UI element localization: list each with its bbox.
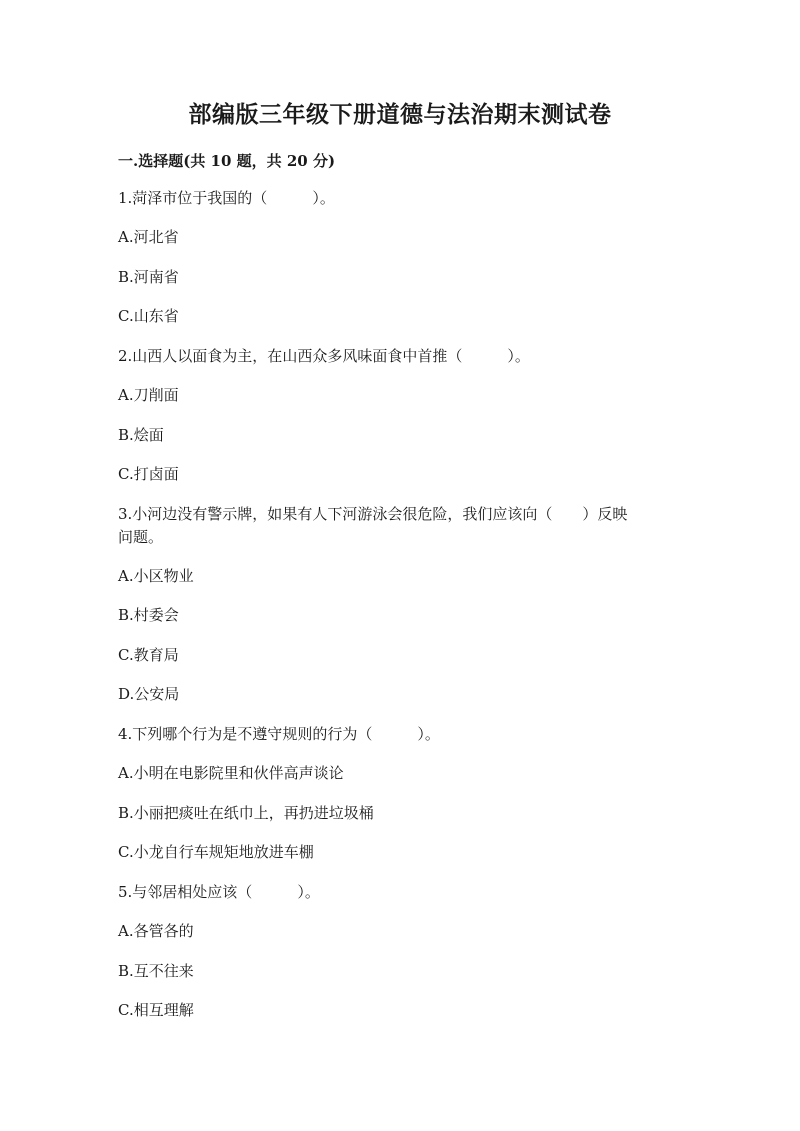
question-5-option-c[interactable]: C.相互理解 — [118, 1001, 194, 1019]
question-5-option-b[interactable]: B.互不往来 — [118, 962, 194, 980]
question-3-stem-line-1: 3.小河边没有警示牌，如果有人下河游泳会很危险，我们应该向（ ）反映 — [118, 505, 628, 523]
question-4-option-a[interactable]: A.小明在电影院里和伙伴高声谈论 — [118, 764, 344, 782]
question-3-stem-line-2: 问题。 — [118, 528, 164, 546]
question-2-stem: 2.山西人以面食为主，在山西众多风味面食中首推（ ）。 — [118, 347, 530, 365]
question-1-option-c[interactable]: C.山东省 — [118, 307, 179, 325]
question-2-option-b[interactable]: B.烩面 — [118, 426, 164, 444]
question-4-stem: 4.下列哪个行为是不遵守规则的行为（ ）。 — [118, 725, 440, 743]
question-4-option-c[interactable]: C.小龙自行车规矩地放进车棚 — [118, 843, 314, 861]
question-1-option-b[interactable]: B.河南省 — [118, 268, 179, 286]
question-5-option-a[interactable]: A.各管各的 — [118, 922, 194, 940]
question-3-option-a[interactable]: A.小区物业 — [118, 567, 194, 585]
question-2-option-c[interactable]: C.打卤面 — [118, 465, 179, 483]
question-5-stem: 5.与邻居相处应该（ ）。 — [118, 883, 320, 901]
page-title: 部编版三年级下册道德与法治期末测试卷 — [188, 101, 612, 128]
question-1-stem: 1.菏泽市位于我国的（ ）。 — [118, 189, 335, 207]
question-2-option-a[interactable]: A.刀削面 — [118, 386, 179, 404]
question-3-option-b[interactable]: B.村委会 — [118, 606, 179, 624]
question-3-option-d[interactable]: D.公安局 — [118, 685, 180, 703]
question-1-option-a[interactable]: A.河北省 — [118, 228, 179, 246]
question-4-option-b[interactable]: B.小丽把痰吐在纸巾上，再扔进垃圾桶 — [118, 804, 374, 822]
section-heading: 一.选择题(共 10 题，共 20 分) — [118, 152, 336, 170]
question-3-option-c[interactable]: C.教育局 — [118, 646, 179, 664]
